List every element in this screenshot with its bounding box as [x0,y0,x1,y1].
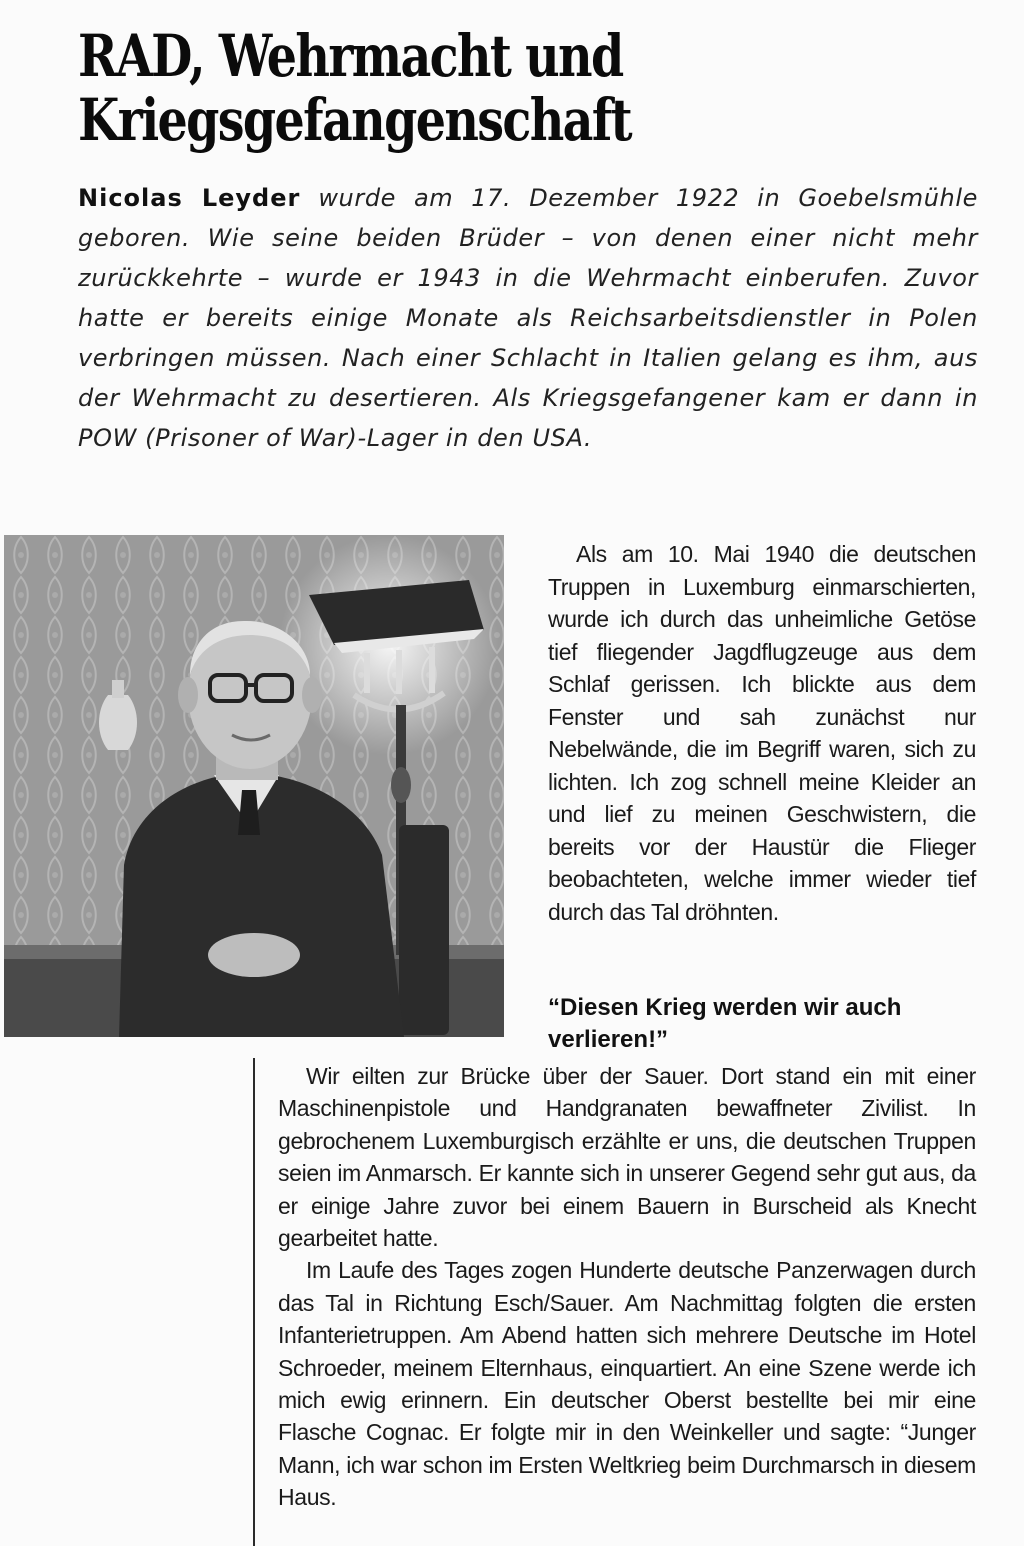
column-text: Als am 10. Mai 1940 die deutschen Truppen in Luxemburg einmarschierten, wurde ich durch das unheimliche Getöse tief fliegender Jagdflugzeuge aus dem Schlaf gerissen. Ich blickte aus dem Fenster und sah zunächst nur Nebelwände, die im Begriff waren, sich zu lichten. Ich zog schnell meine Kleider an und lief zu meinen Geschwistern, die bereits vor der Haustür die Flieger beobachteten, welche immer wieder tief durch das Tal dröhnten. [548,541,976,925]
body-text [278,1060,976,1514]
body-paragraph-1: Wir eilten zur Brücke über der Sauer. Dort stand ein mit einer Maschinenpistole und Handgranaten bewaffneter Zivilist. In gebrochenem Luxemburgisch erzählte er uns, die deutschen Truppen seien im Anmarsch. Er kannte sich in unserer Gegend sehr gut aus, da er einige Jahre zuvor bei einem Bauern in Burscheid als Knecht gearbeitet hatte. [278,1063,976,1252]
title-line-2: Kriegsgefangenschaft [78,86,631,154]
margin-rule [253,1058,255,1546]
body-paragraph-2: Im Laufe des Tages zogen Hunderte deutsche Panzerwagen durch das Tal in Richtung Esch/Sauer. Am Nachmittag folgten die ersten Infanterietruppen. Am Abend hatten sich mehrere Deutsche im Hotel Schroeder, meinem Elternhaus, einquartiert. An eine Szene werde ich mich ewig erinnern. Ein deutscher Oberst bestellte bei mir eine Flasche Cognac. Er folgte mir in den Weinkeller und sagte: “Junger Mann, ich war schon im Ersten Weltkrieg beim Durchmarsch in diesem Haus. [278,1257,976,1511]
intro-text: wurde am 17. Dezember 1922 in Goebelsmühle geboren. Wie seine beiden Brüder – von denen einer nicht mehr zurückkehrte – wurde er 1943 in die Wehrmacht einberufen. Zuvor hatte er bereits einige Monate als Reichsarbeitsdienstler in Polen verbringen müssen. Nach einer Schlacht in Italien gelang es ihm, aus der Wehrmacht zu desertieren. Als Kriegsgefangener kam er dann in POW (Prisoner of War)-Lager in den USA. [78,184,978,452]
column-paragraph [548,538,976,928]
section-subheading: “Diesen Krieg werden wir auch verlieren!” [548,994,902,1053]
portrait-photo [4,535,504,1037]
intro-paragraph [78,178,978,458]
article-title [78,24,652,152]
intro-author: Nicolas Leyder [78,184,301,212]
portrait-illustration [4,535,504,1037]
title-line-1: RAD, Wehrmacht und [78,22,623,90]
